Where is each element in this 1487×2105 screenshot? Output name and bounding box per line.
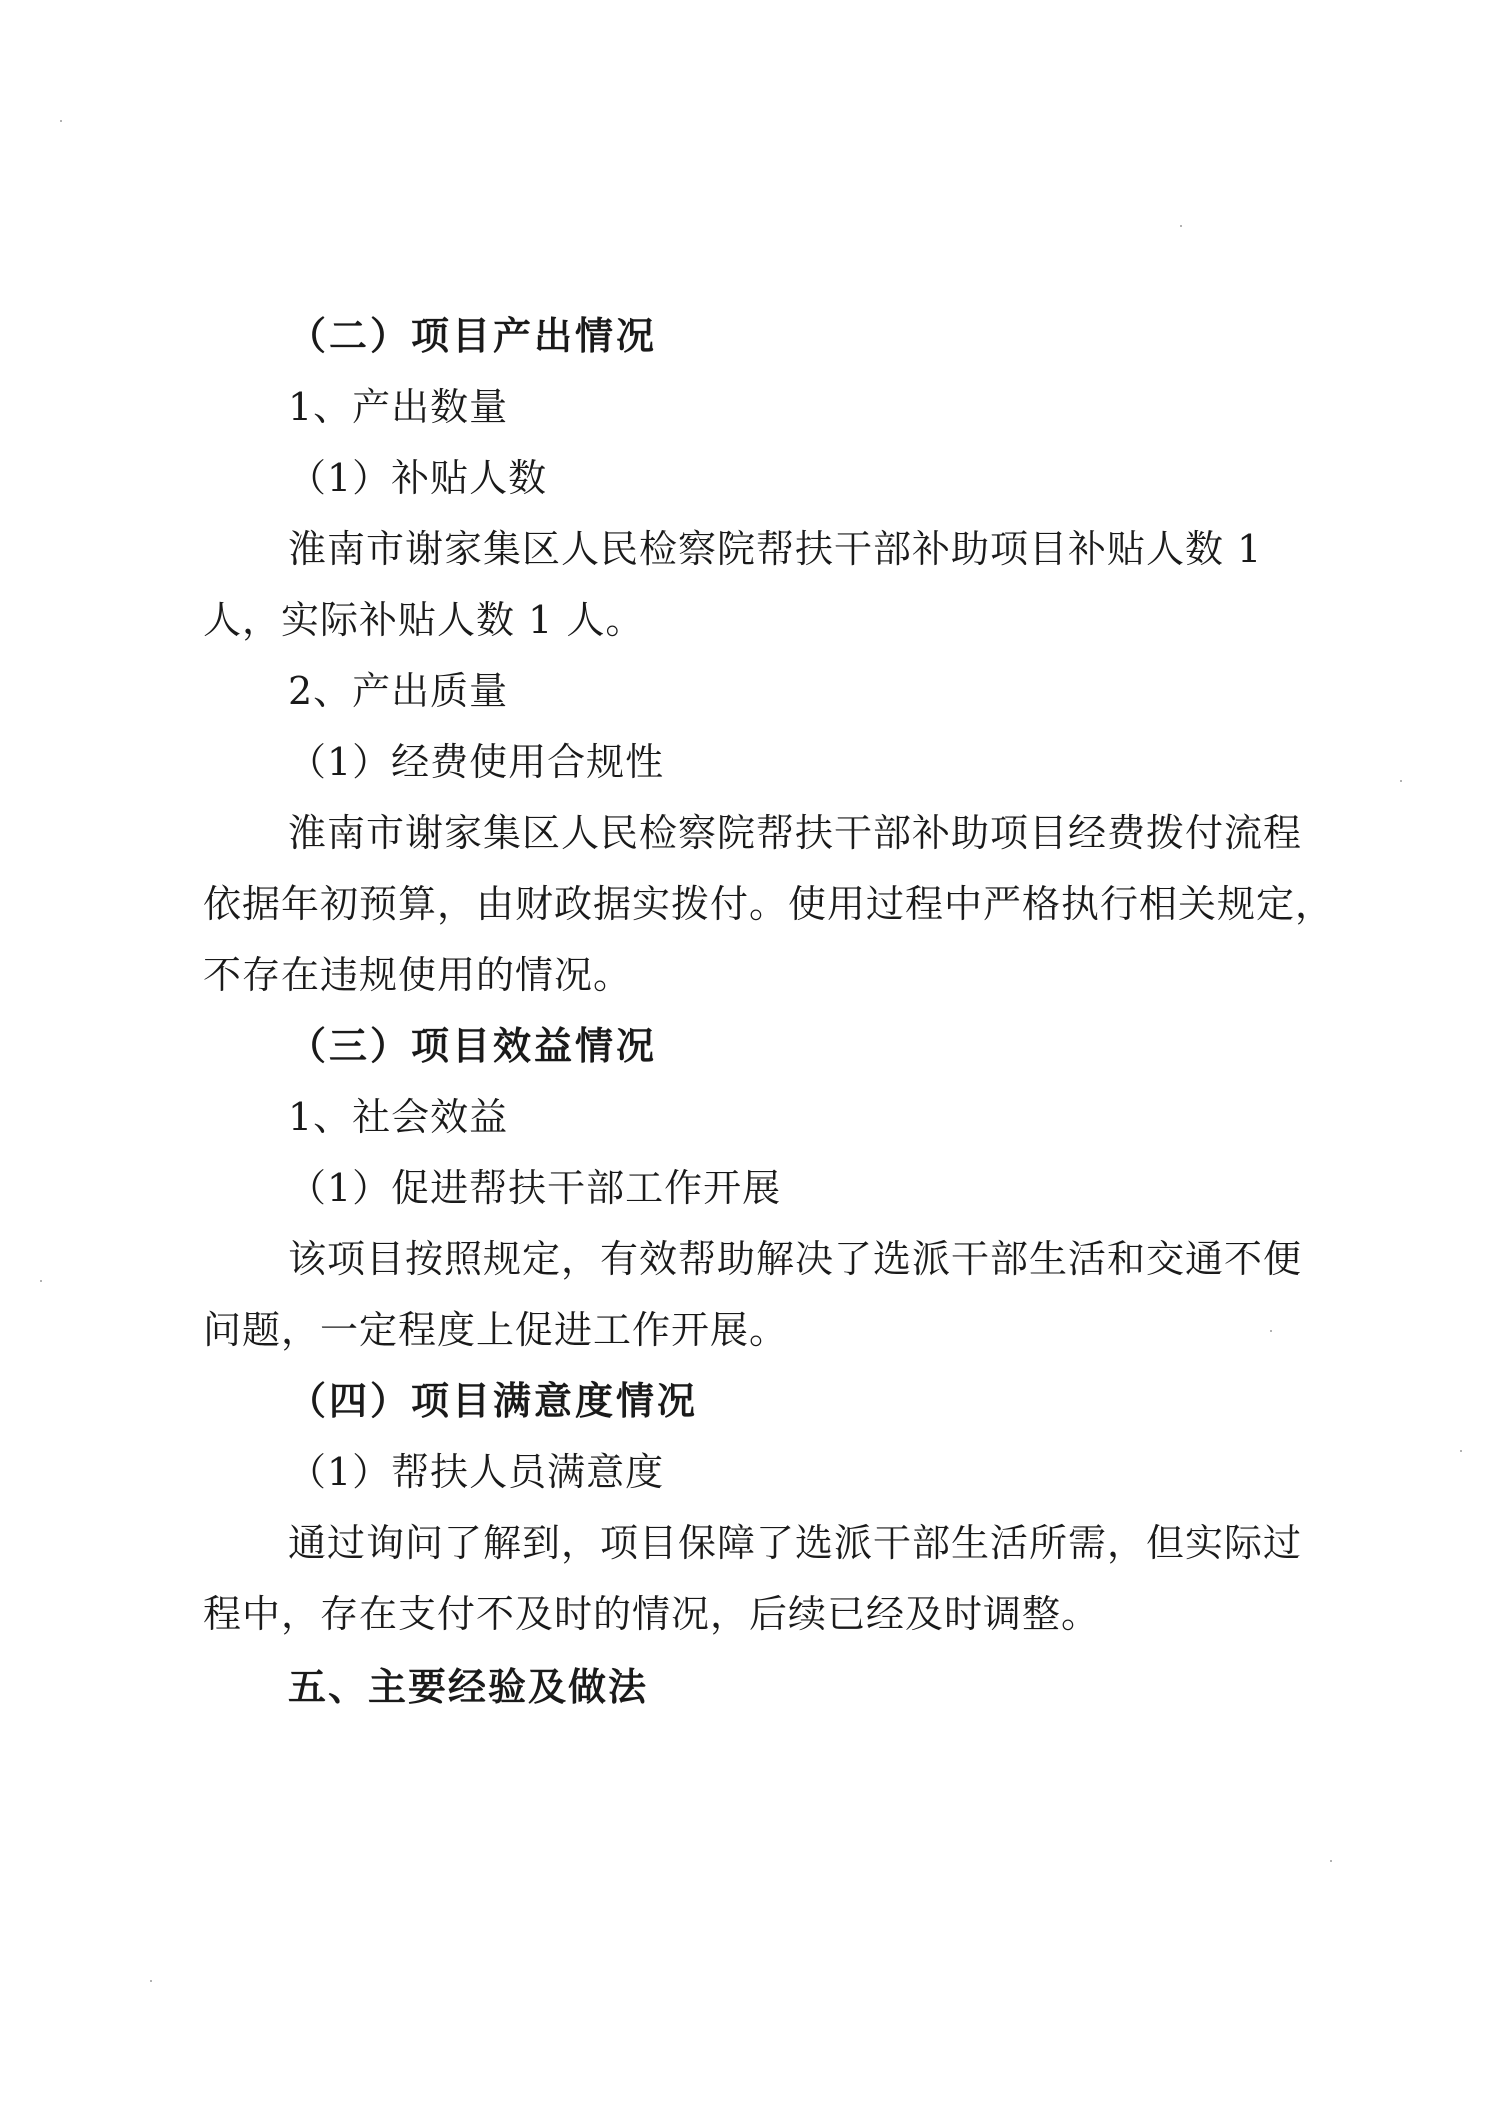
compliance-paragraph-line-2: 依据年初预算，由财政据实拨付。使用过程中严格执行相关规定， xyxy=(203,882,1335,926)
compliance-title: （1）经费使用合规性 xyxy=(288,740,665,784)
scan-speck xyxy=(1180,225,1182,227)
subsidy-count-paragraph-line-2: 人，实际补贴人数 1 人。 xyxy=(203,598,645,642)
social-benefit-title: 1、社会效益 xyxy=(288,1095,509,1139)
satisfaction-paragraph-line-1: 通过询问了解到，项目保障了选派干部生活所需，但实际过 xyxy=(288,1521,1303,1565)
output-quality-title: 2、产出质量 xyxy=(288,669,509,713)
scan-speck xyxy=(1330,1860,1332,1862)
section-five-title: 五、主要经验及做法 xyxy=(288,1665,649,1709)
scan-speck xyxy=(40,1280,42,1282)
satisfaction-paragraph-line-2: 程中，存在支付不及时的情况，后续已经及时调整。 xyxy=(203,1592,1101,1636)
section-benefit-title: （三）项目效益情况 xyxy=(288,1024,658,1068)
promote-work-paragraph-line-1: 该项目按照规定，有效帮助解决了选派干部生活和交通不便 xyxy=(288,1237,1303,1281)
compliance-paragraph-line-1: 淮南市谢家集区人民检察院帮扶干部补助项目经费拨付流程 xyxy=(288,811,1303,855)
scan-speck xyxy=(1400,780,1402,782)
compliance-paragraph-line-3: 不存在违规使用的情况。 xyxy=(203,953,633,997)
output-quantity-title: 1、产出数量 xyxy=(288,385,509,429)
promote-work-title: （1）促进帮扶干部工作开展 xyxy=(288,1166,782,1210)
section-satisfaction-title: （四）项目满意度情况 xyxy=(288,1379,699,1423)
promote-work-paragraph-line-2: 问题，一定程度上促进工作开展。 xyxy=(203,1308,789,1352)
scan-speck xyxy=(1460,1450,1462,1452)
subsidy-count-title: （1）补贴人数 xyxy=(288,456,548,500)
scan-speck xyxy=(1270,1330,1272,1332)
section-output-title: （二）项目产出情况 xyxy=(288,314,658,358)
satisfaction-title: （1）帮扶人员满意度 xyxy=(288,1450,665,1494)
subsidy-count-paragraph-line-1: 淮南市谢家集区人民检察院帮扶干部补助项目补贴人数 1 xyxy=(288,527,1263,571)
scan-speck xyxy=(60,120,62,122)
scan-speck xyxy=(150,1980,152,1982)
